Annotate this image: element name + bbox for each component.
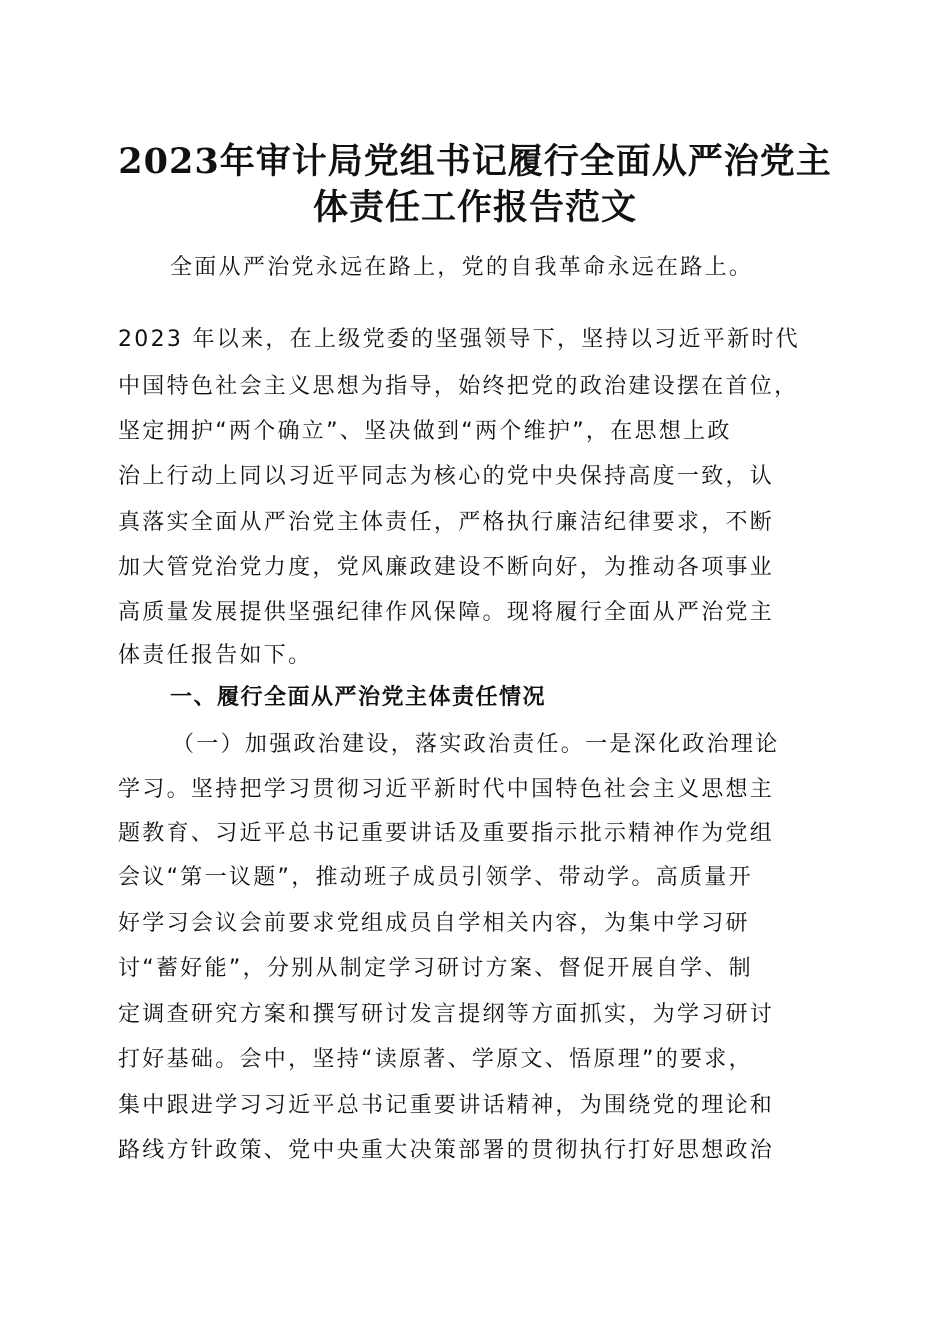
- paragraph-line: 集中跟进学习习近平总书记重要讲话精神，为围绕党的理论和: [118, 1093, 775, 1118]
- paragraph-line: 学习。坚持把学习贯彻习近平新时代中国特色社会主义思想主: [118, 777, 775, 802]
- paragraph-line: 好学习会议会前要求党组成员自学相关内容，为集中学习研: [118, 911, 750, 936]
- paragraph-line: 路线方针政策、党中央重大决策部署的贯彻执行打好思想政治: [118, 1138, 775, 1163]
- paragraph-line: 高质量发展提供坚强纪律作风保障。现将履行全面从严治党主: [118, 600, 775, 625]
- paragraph-line: （一）加强政治建设，落实政治责任。一是深化政治理论: [172, 732, 780, 757]
- paragraph-line: 中国特色社会主义思想为指导，始终把党的政治建设摆在首位，: [118, 374, 799, 399]
- paragraph-line: 打好基础。会中，坚持“读原著、学原文、悟原理”的要求，: [118, 1047, 753, 1072]
- paragraph-line: 加大管党治党力度，党风廉政建设不断向好，为推动各项事业: [118, 555, 775, 580]
- paragraph-line: 治上行动上同以习近平同志为核心的党中央保持高度一致，认: [118, 464, 775, 489]
- document-title-line-1: 2023年审计局党组书记履行全面从严治党主: [118, 141, 832, 182]
- paragraph-line: 定调查研究方案和撰写研讨发言提纲等方面抓实，为学习研讨: [118, 1002, 775, 1027]
- paragraph-line: 坚定拥护“两个确立”、坚决做到“两个维护”，在思想上政: [118, 419, 732, 444]
- paragraph-line: 2023 年以来，在上级党委的坚强领导下，坚持以习近平新时代: [118, 327, 800, 352]
- paragraph-line: 真落实全面从严治党主体责任，严格执行廉洁纪律要求，不断: [118, 510, 775, 535]
- paragraph-line: 题教育、习近平总书记重要讲话及重要指示批示精神作为党组: [118, 821, 775, 846]
- paragraph-line: 会议“第一议题”，推动班子成员引领学、带动学。高质量开: [118, 865, 753, 890]
- document-title-line-2: 体责任工作报告范文: [312, 187, 637, 228]
- paragraph-line: 体责任报告如下。: [118, 643, 313, 668]
- paragraph-line: 全面从严治党永远在路上，党的自我革命永远在路上。: [170, 255, 754, 280]
- paragraph-line: 讨“蓄好能”，分别从制定学习研讨方案、督促开展自学、制: [118, 956, 753, 981]
- section-heading: 一、履行全面从严治党主体责任情况: [170, 685, 547, 710]
